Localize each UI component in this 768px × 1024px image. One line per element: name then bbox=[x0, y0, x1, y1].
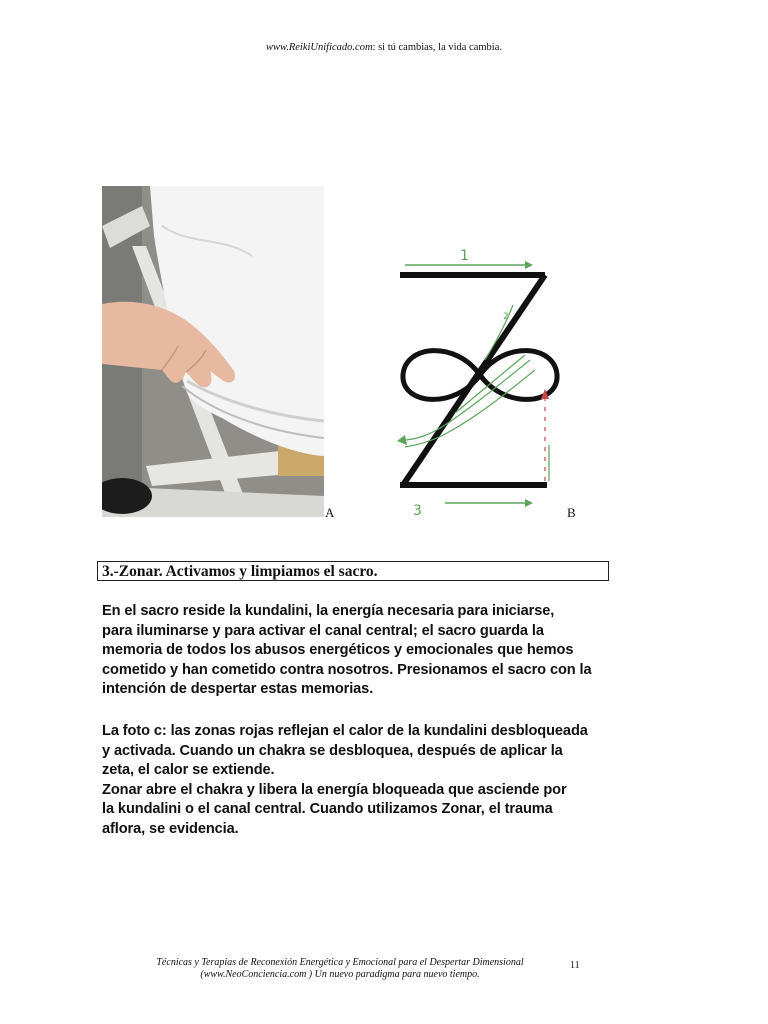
photo-a bbox=[102, 186, 324, 517]
paragraph-2-line: La foto c: las zonas rojas reflejan el calor de la kundalini desbloqueada bbox=[102, 723, 588, 739]
paragraph-2-line: aflora, se evidencia. bbox=[102, 820, 239, 837]
footer-line-1: Técnicas y Terapias de Reconexión Energética y Emocional para el Despertar Dimensional bbox=[156, 957, 524, 968]
diagram-number-1: 1 bbox=[460, 248, 469, 264]
paragraph-2-line: Zonar abre el chakra y libera la energía bloqueada que asciende por bbox=[102, 781, 567, 798]
diagram-b bbox=[385, 245, 570, 520]
paragraph-1-line: intención de despertar estas memorias. bbox=[102, 681, 374, 697]
paragraph-1-line: cometido y han cometido contra nosotros. Presionamos el sacro con la bbox=[102, 661, 592, 678]
paragraph-2 bbox=[102, 722, 612, 839]
footer-line-2: (www.NeoConciencia.com ) Un nuevo paradigma para nuevo tiempo. bbox=[200, 969, 480, 980]
header-site: www.ReikiUnificado.com bbox=[265, 42, 373, 53]
figure-label-a: A bbox=[325, 505, 335, 520]
section-title: 3.-Zonar. Activamos y limpiamos el sacro. bbox=[97, 561, 609, 581]
header-tagline: : si tú cambias, la vida cambia. bbox=[372, 42, 502, 53]
diagram-number-2: 2 bbox=[503, 312, 509, 322]
paragraph-1-line: para iluminarse y para activar el canal central; el sacro guarda la bbox=[102, 622, 544, 639]
paragraph-1-line: En el sacro reside la kundalini, la energía necesaria para iniciarse, bbox=[102, 603, 555, 619]
diagram-number-3: 3 bbox=[413, 503, 422, 519]
figure-label-b: B bbox=[567, 505, 576, 520]
paragraph-1-line: memoria de todos los abusos energéticos y emocionales que hemos bbox=[102, 642, 574, 658]
page-footer bbox=[130, 957, 550, 981]
paragraph-2-line: la kundalini o el canal central. Cuando utilizamos Zonar, el trauma bbox=[102, 801, 553, 817]
paragraph-2-line: zeta, el calor se extiende. bbox=[102, 762, 275, 778]
paragraph-2-line: y activada. Cuando un chakra se desbloquea, después de aplicar la bbox=[102, 742, 563, 759]
page-header bbox=[0, 42, 768, 53]
photo-a-illustration bbox=[102, 186, 324, 517]
page-number: 11 bbox=[570, 960, 580, 971]
zonar-symbol-diagram bbox=[385, 245, 570, 520]
paragraph-1 bbox=[102, 602, 612, 700]
